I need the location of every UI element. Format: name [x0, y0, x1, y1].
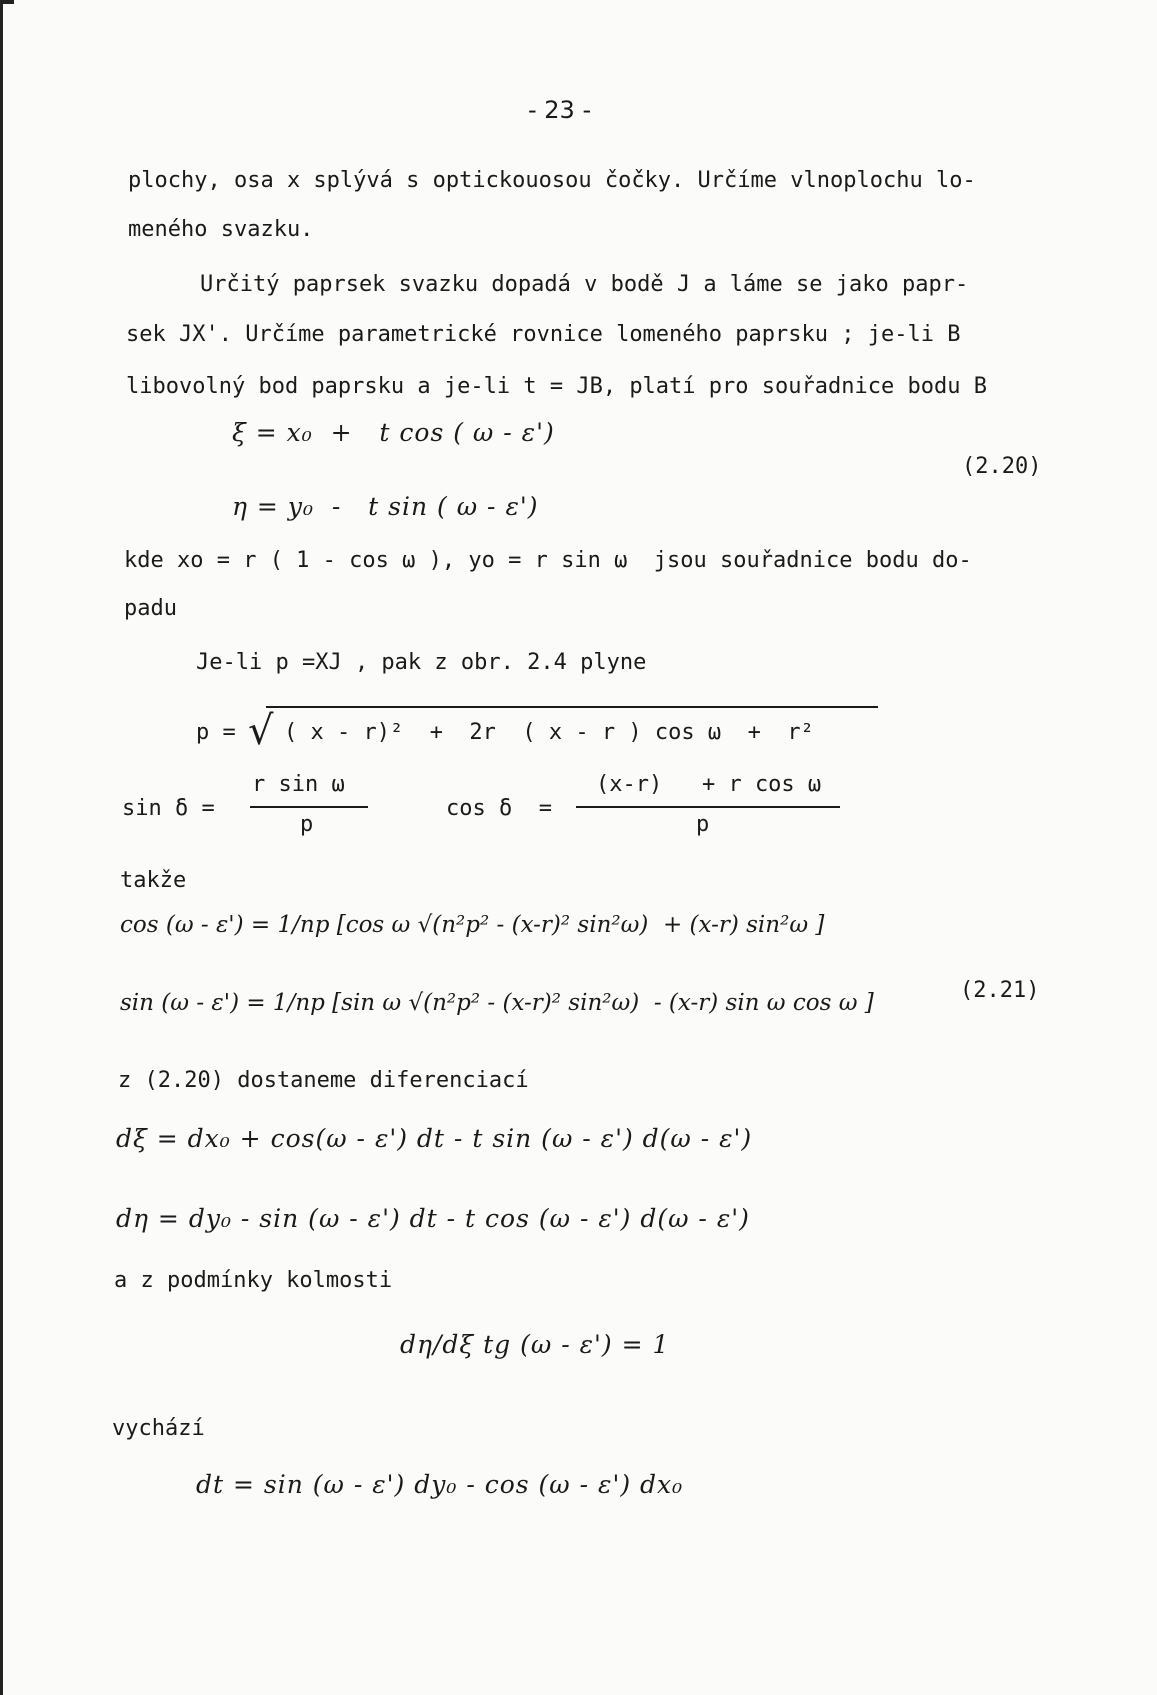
sin-delta-fraction-line [250, 806, 368, 808]
cos-delta-fraction-line [576, 806, 840, 808]
text-line-3: Určitý paprsek svazku dopadá v bodě J a láme se jako papr- [200, 272, 969, 297]
cos-delta-denominator: p [696, 812, 710, 837]
equation-eta: η = y₀ - t sin ( ω - ε') [232, 492, 539, 521]
text-line-5: libovolný bod paprsku a je-li t = JB, platí pro souřadnice bodu B [126, 374, 987, 399]
sin-delta-denominator: p [300, 812, 314, 837]
cos-delta-numerator: (x-r) + r cos ω [596, 772, 822, 797]
equation-p-lhs: p = [196, 720, 236, 745]
text-line-6: kde xo = r ( 1 - cos ω ), yo = r sin ω jsou souřadnice bodu do- [124, 548, 972, 573]
equation-perpendicularity: dη/dξ tg (ω - ε') = 1 [400, 1330, 670, 1359]
text-line-11: a z podmínky kolmosti [114, 1268, 393, 1293]
sqrt-sign-p: √ [248, 708, 274, 754]
text-line-12: vychází [112, 1416, 205, 1441]
equation-deta: dη = dy₀ - sin (ω - ε') dt - t cos (ω - ε') d(ω - ε') [116, 1204, 750, 1233]
equation-sin-omega-eps: sin (ω - ε') = 1/np [sin ω √(n²p² - (x-r)² sin²ω) - (x-r) sin ω cos ω ] [120, 990, 874, 1016]
sin-delta-numerator: r sin ω [252, 772, 345, 797]
text-line-4: sek JX'. Určíme parametrické rovnice lomeného paprsku ; je-li B [126, 322, 961, 347]
text-line-10: z (2.20) dostaneme diferenciací [118, 1068, 529, 1093]
equation-cos-omega-eps: cos (ω - ε') = 1/np [cos ω √(n²p² - (x-r)² sin²ω) + (x-r) sin²ω ] [120, 912, 825, 938]
sqrt-bar-p [266, 706, 878, 708]
cos-delta-lhs: cos δ = [446, 796, 552, 821]
text-line-8: Je-li p =XJ , pak z obr. 2.4 plyne [196, 650, 647, 675]
equation-number-2-20: (2.20) [962, 454, 1042, 479]
equation-number-2-21: (2.21) [960, 978, 1040, 1003]
equation-p-rhs: ( x - r)² + 2r ( x - r ) cos ω + r² [284, 720, 814, 745]
text-line-1: plochy, osa x splývá s optickouosou čočky. Určíme vlnoplochu lo- [128, 168, 976, 193]
text-line-9: takže [120, 868, 187, 893]
page-edge [0, 0, 3, 1695]
text-line-2: meného svazku. [128, 217, 314, 242]
text-line-7: padu [124, 596, 177, 621]
sin-delta-lhs: sin δ = [122, 796, 215, 821]
page-number: - 23 - [528, 96, 592, 124]
equation-xi: ξ = x₀ + t cos ( ω - ε') [232, 418, 555, 447]
equation-dxi: dξ = dx₀ + cos(ω - ε') dt - t sin (ω - ε') d(ω - ε') [116, 1124, 753, 1153]
page-corner [0, 0, 14, 4]
equation-dt: dt = sin (ω - ε') dy₀ - cos (ω - ε') dx₀ [196, 1470, 684, 1499]
